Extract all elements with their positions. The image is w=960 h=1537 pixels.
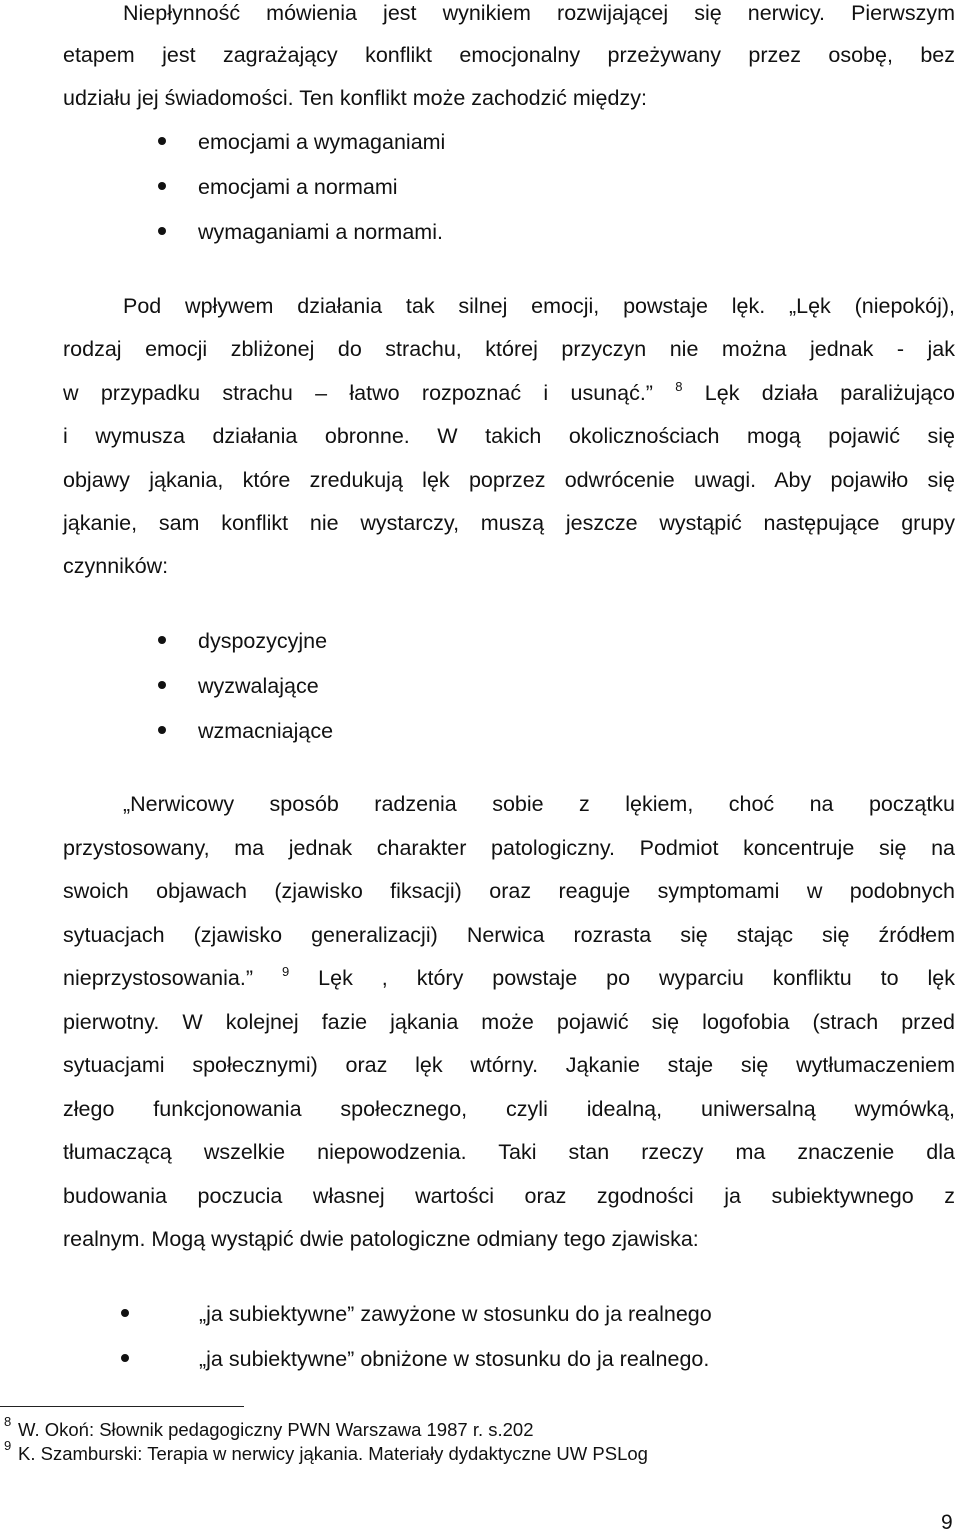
- footnote-divider: [0, 1406, 244, 1407]
- body-text-line: objawy jąkania, które zredukują lęk poprzez odwrócenie uwagi. Aby pojawiło się: [63, 468, 955, 492]
- page-number: 9: [941, 1511, 953, 1534]
- body-text-line: tłumaczącą wszelkie niepowodzenia. Taki stan rzeczy ma znaczenie dla: [63, 1140, 955, 1164]
- bullet-icon: [158, 726, 166, 734]
- bullet-icon: [158, 636, 166, 644]
- body-text-line: jąkanie, sam konflikt nie wystarczy, muszą jeszcze wystąpić następujące grupy: [63, 511, 955, 535]
- body-text-line: i wymusza działania obronne. W takich okolicznościach mogą pojawić się: [63, 424, 955, 448]
- body-text-line: przystosowany, ma jednak charakter patologiczny. Podmiot koncentruje się na: [63, 836, 955, 860]
- bullet-icon: [158, 182, 166, 190]
- footnote-ref: 8: [675, 379, 683, 394]
- body-text-line: rodzaj emocji zbliżonej do strachu, której przyczyn nie można jednak - jak: [63, 337, 955, 361]
- body-text-line: czynników:: [63, 554, 169, 578]
- body-text-line: etapem jest zagrażający konflikt emocjonalny przeżywany przez osobę, bez: [63, 43, 955, 67]
- body-text-line: sytuacjami społecznymi) oraz lęk wtórny. Jąkanie staje się wytłumaczeniem: [63, 1053, 955, 1077]
- bullet-icon: [158, 137, 166, 145]
- body-text-line: udziału jej świadomości. Ten konflikt może zachodzić między:: [63, 86, 647, 110]
- body-text-line: pierwotny. W kolejnej fazie jąkania może pojawić się logofobia (strach przed: [63, 1010, 955, 1034]
- body-text-line: nieprzystosowania.” $^9$ Lęk , który powstaje po wyparciu konfliktu to lęk: [63, 964, 955, 990]
- body-text-line: Pod wpływem działania tak silnej emocji, powstaje lęk. „Lęk (niepokój),: [123, 294, 955, 318]
- body-text-line: „Nerwicowy sposób radzenia sobie z lękiem, choć na początku: [123, 792, 955, 816]
- body-text-line: budowania poczucia własnej wartości oraz zgodności ja subiektywnego z: [63, 1184, 955, 1208]
- body-text-line: w przypadku strachu – łatwo rozpoznać i usunąć.” $^8$ Lęk działa paraliżująco: [63, 379, 955, 405]
- body-text-line: sytuacjach (zjawisko generalizacji) Nerwica rozrasta się stając się źródłem: [63, 923, 955, 947]
- body-text-line: realnym. Mogą wystąpić dwie patologiczne odmiany tego zjawiska:: [63, 1227, 699, 1251]
- bullet-icon: [158, 681, 166, 689]
- bullet-icon: [121, 1309, 129, 1317]
- body-text-line: Niepłynność mówienia jest wynikiem rozwijającej się nerwicy. Pierwszym: [123, 1, 955, 25]
- bullet-icon: [121, 1354, 129, 1362]
- body-text-line: złego funkcjonowania społecznego, czyli idealną, uniwersalną wymówką,: [63, 1097, 955, 1121]
- bullet-icon: [158, 227, 166, 235]
- body-text-line: swoich objawach (zjawisko fiksacji) oraz reaguje symptomami w podobnych: [63, 879, 955, 903]
- footnote-ref: 9: [281, 964, 290, 979]
